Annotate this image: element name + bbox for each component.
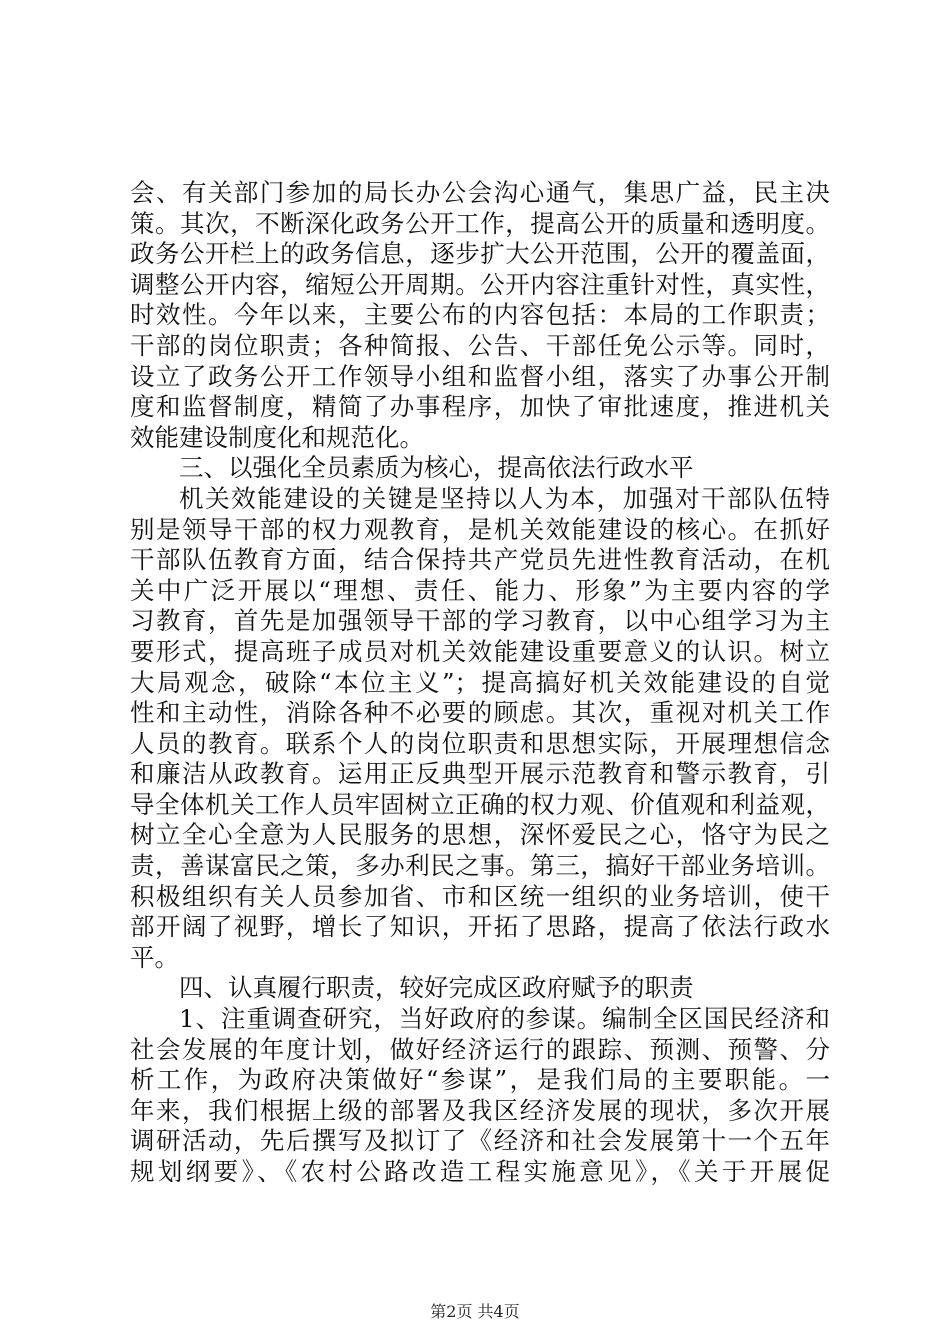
text-line: 社会发展的年度计划，做好经济运行的跟踪、预测、预警、分 [130, 1034, 830, 1064]
text-line: 平。 [130, 942, 179, 972]
text-line: 性和主动性，消除各种不必要的顾虑。其次，重视对机关工作 [130, 698, 830, 728]
text-line: 策。其次，不断深化政务公开工作，提高公开的质量和透明度。 [130, 208, 830, 238]
text-line: 1、注重调查研究，当好政府的参谋。编制全区国民经济和 [179, 1004, 830, 1034]
text-line: 和廉洁从政教育。运用正反典型开展示范教育和警示教育，引 [130, 759, 830, 789]
text-line: 责，善谋富民之策，多办利民之事。第三，搞好干部业务培训。 [130, 851, 830, 881]
text-line: 效能建设制度化和规范化。 [130, 422, 424, 452]
section-heading: 三、以强化全员素质为核心，提高依法行政水平 [179, 453, 694, 483]
text-line: 要形式，提高班子成员对机关效能建设重要意义的认识。树立 [130, 636, 830, 666]
text-line: 调研活动，先后撰写及拟订了《经济和社会发展第十一个五年 [130, 1126, 830, 1156]
text-line: 树立全心全意为人民服务的思想，深怀爱民之心，恪守为民之 [130, 820, 830, 850]
text-line: 导全体机关工作人员牢固树立正确的权力观、价值观和利益观， [130, 789, 830, 819]
text-line: 政务公开栏上的政务信息，逐步扩大公开范围，公开的覆盖面， [130, 239, 830, 269]
section-heading: 四、认真履行职责，较好完成区政府赋予的职责 [179, 973, 694, 1003]
text-line: 部开阔了视野，增长了知识，开拓了思路，提高了依法行政水 [130, 912, 830, 942]
text-line: 干部队伍教育方面，结合保持共产党员先进性教育活动，在机 [130, 545, 830, 575]
text-line: 年来，我们根据上级的部署及我区经济发展的现状，多次开展 [130, 1095, 830, 1125]
text-line: 设立了政务公开工作领导小组和监督小组，落实了办事公开制 [130, 361, 830, 391]
text-line: 干部的岗位职责；各种简报、公告、干部任免公示等。同时， [130, 330, 830, 360]
text-line: 析工作，为政府决策做好“参谋”，是我们局的主要职能。一 [130, 1065, 830, 1095]
text-line: 关中广泛开展以“理想、责任、能力、形象”为主要内容的学 [130, 575, 830, 605]
text-line: 度和监督制度，精简了办事程序，加快了审批速度，推进机关 [130, 392, 830, 422]
text-line: 会、有关部门参加的局长办公会沟心通气，集思广益，民主决 [130, 178, 830, 207]
text-line: 积极组织有关人员参加省、市和区统一组织的业务培训，使干 [130, 881, 830, 911]
body-text [130, 178, 830, 1188]
text-line: 规划纲要》、《农村公路改造工程实施意见》，《关于开展促 [130, 1157, 830, 1186]
text-line: 习教育，首先是加强领导干部的学习教育，以中心组学习为主 [130, 606, 830, 636]
text-line: 时效性。今年以来，主要公布的内容包括：本局的工作职责； [130, 300, 830, 330]
text-line: 调整公开内容，缩短公开周期。公开内容注重针对性，真实性， [130, 269, 830, 299]
text-line: 大局观念，破除“本位主义”；提高搞好机关效能建设的自觉 [130, 667, 830, 697]
page-footer: 第2页 共4页 [430, 1302, 520, 1321]
text-line: 别是领导干部的权力观教育，是机关效能建设的核心。在抓好 [130, 514, 830, 544]
text-line: 人员的教育。联系个人的岗位职责和思想实际，开展理想信念 [130, 728, 830, 758]
text-line: 机关效能建设的关键是坚持以人为本，加强对干部队伍特 [179, 483, 830, 513]
